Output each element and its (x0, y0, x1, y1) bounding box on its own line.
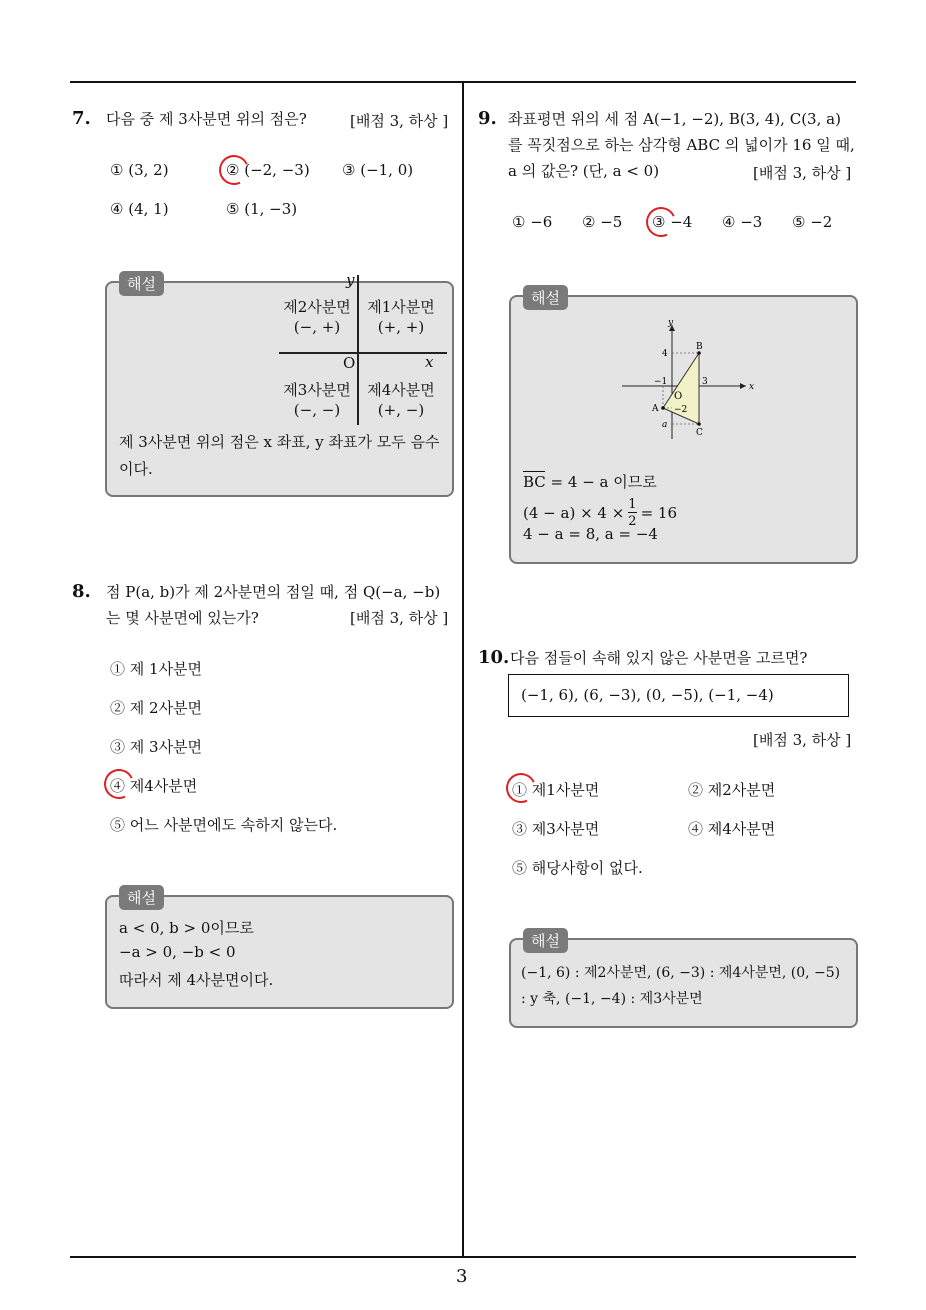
quadrant-2 (277, 297, 357, 337)
quadrant-3 (277, 380, 357, 420)
explanation-box (509, 932, 858, 1028)
fraction-denominator: 2 (628, 514, 637, 529)
graph-y-label: y (668, 319, 674, 328)
explanation-tag: 해설 (523, 285, 568, 310)
choice-4[interactable]: ④ 제4사분면 (688, 820, 776, 838)
quadrant-2-name: 제2사분면 (283, 298, 351, 316)
question-number: 8. (72, 581, 91, 602)
answer-mark-circle (100, 765, 138, 803)
choice-2[interactable]: ② 제2사분면 (688, 781, 776, 799)
quadrant-1 (361, 297, 441, 337)
explanation-line-3: 4 − a = 8, a = −4 (523, 525, 658, 543)
choice-1[interactable]: ① 제1사분면 (512, 781, 600, 799)
graph-x-arrow (740, 383, 746, 389)
score-meta: [배점 3, 하상 ] (350, 609, 449, 627)
tick-3: 3 (702, 377, 708, 387)
question-text-line-3: a 의 값은? (단, a < 0) (508, 162, 660, 180)
points-list: (−1, 6), (6, −3), (0, −5), (−1, −4) (521, 686, 774, 704)
point-a (661, 406, 665, 410)
choice-3[interactable]: ③ 제3사분면 (512, 820, 600, 838)
explanation-line-1 (523, 471, 657, 492)
quadrant-1-signs: (+, +) (377, 318, 425, 336)
page-number: 3 (456, 1266, 468, 1287)
graph-x-label: x (749, 382, 755, 392)
quadrant-2-signs: (−, +) (293, 318, 341, 336)
question-number: 9. (478, 108, 497, 129)
choice-4[interactable]: ④ 제4사분면 (110, 777, 198, 795)
question-text: 다음 중 제 3사분면 위의 점은? (106, 110, 307, 128)
choice-2[interactable]: ② (−2, −3) (226, 161, 310, 179)
segment-overline (523, 471, 545, 472)
label-c: C (696, 428, 703, 438)
choice-2[interactable]: ② 제 2사분면 (110, 699, 203, 717)
column-divider (462, 82, 464, 1258)
choice-3[interactable]: ③ (−1, 0) (342, 161, 414, 179)
origin-label: O (343, 354, 356, 372)
answer-mark-circle (215, 151, 253, 189)
choice-3[interactable]: ③ 제 3사분면 (110, 738, 203, 756)
label-b: B (696, 342, 703, 352)
bottom-rule (70, 1256, 856, 1258)
question-number: 7. (72, 108, 91, 129)
answer-mark-circle (502, 769, 540, 807)
explanation-tag: 해설 (523, 928, 568, 953)
quadrant-4-name: 제4사분면 (367, 381, 435, 399)
tick-a: a (662, 420, 668, 430)
choice-5[interactable]: ⑤ (1, −3) (226, 200, 298, 218)
choice-2[interactable]: ② −5 (582, 213, 623, 231)
choice-4[interactable]: ④ −3 (722, 213, 763, 231)
choice-5[interactable]: ⑤ −2 (792, 213, 833, 231)
choice-1[interactable]: ① −6 (512, 213, 553, 231)
quadrant-3-name: 제3사분면 (283, 381, 351, 399)
explanation-box (105, 271, 454, 497)
quadrant-1-name: 제1사분면 (367, 298, 435, 316)
question-text-line-2: 는 몇 사분면에 있는가? (106, 609, 259, 627)
quadrant-3-signs: (−, −) (293, 401, 341, 419)
equation-left: (4 − a) × 4 × (523, 504, 625, 522)
score-meta: [배점 3, 하상 ] (753, 164, 852, 182)
choice-3[interactable]: ③ −4 (652, 213, 693, 231)
y-axis (357, 275, 359, 425)
explanation-line-1: (−1, 6) : 제2사분면, (6, −3) : 제4사분면, (0, −5) (521, 965, 841, 981)
explanation-box (509, 289, 858, 564)
explanation-line-2: 이다. (119, 460, 153, 478)
label-a: A (652, 404, 659, 414)
choice-5[interactable]: ⑤ 해당사항이 없다. (512, 859, 643, 877)
score-meta: [배점 3, 하상 ] (350, 112, 449, 130)
question-text-line-1: 점 P(a, b)가 제 2사분면의 점일 때, 점 Q(−a, −b) (106, 583, 441, 601)
choice-1[interactable]: ① (3, 2) (110, 161, 169, 179)
y-axis-label: y (346, 271, 355, 289)
tick-neg2: −2 (674, 405, 688, 415)
tick-neg1: −1 (654, 377, 668, 387)
points-box (508, 674, 849, 717)
explanation-line-1: 제 3사분면 위의 점은 x 좌표, y 좌표가 모두 음수 (119, 433, 440, 451)
explanation-line-1: a < 0, b > 0이므로 (119, 919, 254, 937)
point-c (697, 422, 701, 426)
choice-5[interactable]: ⑤ 어느 사분면에도 속하지 않는다. (110, 816, 338, 834)
bc-text: BC = 4 − a 이므로 (523, 473, 657, 491)
choice-1[interactable]: ① 제 1사분면 (110, 660, 203, 678)
choice-4[interactable]: ④ (4, 1) (110, 200, 169, 218)
triangle-graph (616, 319, 756, 444)
explanation-line-2: −a > 0, −b < 0 (119, 943, 236, 961)
question-text-line-1: 좌표평면 위의 세 점 A(−1, −2), B(3, 4), C(3, a) (508, 110, 841, 128)
quadrant-4 (361, 380, 441, 420)
score-meta: [배점 3, 하상 ] (753, 731, 852, 749)
fraction-numerator: 1 (628, 497, 637, 512)
question-number: 10. (478, 647, 510, 668)
x-axis-label: x (425, 353, 434, 371)
explanation-tag: 해설 (119, 271, 164, 296)
explanation-box (105, 889, 454, 1009)
x-axis (279, 352, 447, 354)
answer-mark-circle (642, 203, 680, 241)
graph-origin-label: O (674, 391, 683, 402)
quadrant-4-signs: (+, −) (377, 401, 425, 419)
equation-right: = 16 (640, 504, 677, 522)
explanation-line-3: 따라서 제 4사분면이다. (119, 971, 274, 989)
question-text: 다음 점들이 속해 있지 않은 사분면을 고르면? (510, 649, 808, 667)
explanation-tag: 해설 (119, 885, 164, 910)
explanation-line-2: : y 축, (−1, −4) : 제3사분면 (521, 991, 703, 1007)
tick-4: 4 (662, 349, 668, 359)
question-text-line-2: 를 꼭짓점으로 하는 삼각형 ABC 의 넓이가 16 일 때, (508, 136, 855, 154)
